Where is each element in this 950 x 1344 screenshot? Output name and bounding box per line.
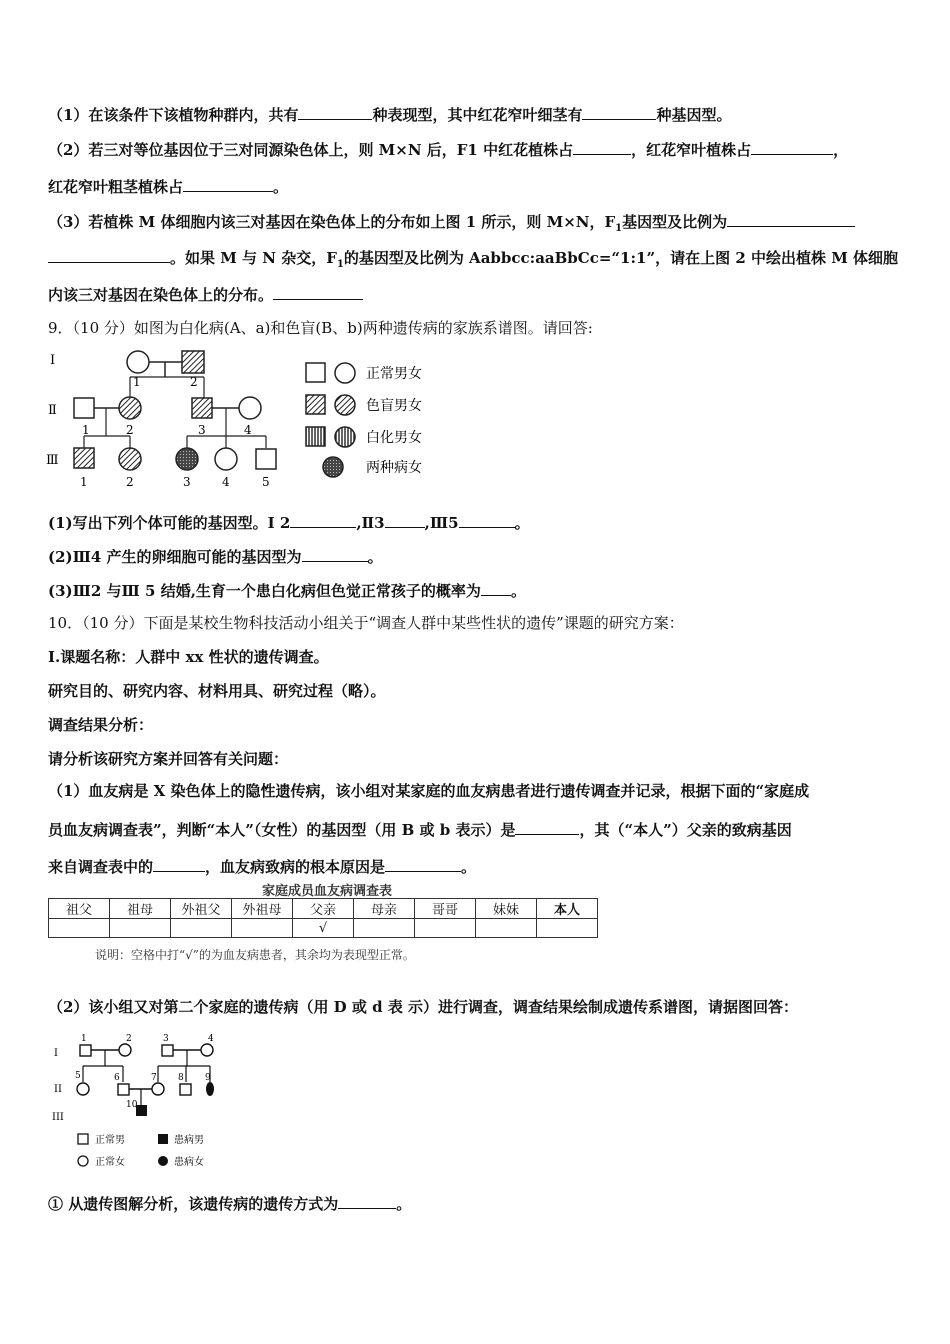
svg-text:5: 5 [262, 475, 270, 489]
table-cell [49, 919, 110, 938]
q8-line-5: 。如果 M 与 N 杂交，$F_1$的基因型及比例为 Aabbcc:aaBbCc=“1:1”，请在上图 2 中绘出植株 M 体细胞 [48, 246, 898, 275]
answer-blank[interactable] [298, 103, 372, 120]
answer-blank[interactable] [385, 511, 425, 528]
pedigree-female-colorblind [119, 397, 141, 419]
svg-text:3: 3 [198, 423, 206, 437]
q10-line: 请分析该研究方案并回答有关问题： [48, 750, 289, 768]
q9-pedigree [44, 342, 444, 492]
svg-text:II: II [54, 1084, 62, 1095]
table-header: 祖父 [49, 899, 110, 919]
svg-text:患病男: 患病男 [174, 1135, 204, 1146]
svg-text:2: 2 [126, 475, 134, 489]
legend-colorblind: 色盲男女 [366, 398, 422, 414]
svg-text:4: 4 [222, 475, 230, 489]
q8-line-6: 内该三对基因在染色体上的分布。 [48, 283, 363, 305]
table-header: 母亲 [354, 899, 415, 919]
answer-blank[interactable] [48, 246, 170, 263]
legend-albinism: 白化男女 [366, 430, 422, 446]
answer-blank[interactable] [459, 511, 515, 528]
table-header: 祖母 [110, 899, 171, 919]
q10-pedigree [48, 1030, 288, 1175]
pedigree-female [127, 351, 149, 373]
table-header: 父亲 [293, 899, 354, 919]
svg-text:2: 2 [126, 423, 134, 437]
q10-line: 员血友病调查表”，判断“本人”（女性）的基因型（用 B 或 b 表示）是 ，其（“本人”）父亲的致病基因 [48, 818, 792, 840]
q8-line-4: （3）若植株 M 体细胞内该三对基因在染色体上的分布如上图 1 所示，则 M×N，$F_1$基因型及比例为 [48, 210, 855, 239]
answer-blank[interactable] [385, 855, 461, 872]
table-header: 本人 [537, 899, 598, 919]
svg-text:7: 7 [151, 1073, 157, 1083]
table-cell [476, 919, 537, 938]
svg-text:10: 10 [126, 1100, 138, 1110]
gen-label: Ⅰ [50, 353, 56, 368]
answer-blank[interactable] [582, 103, 656, 120]
svg-text:8: 8 [178, 1073, 184, 1083]
table-header: 外祖母 [232, 899, 293, 919]
legend-normal: 正常男女 [366, 366, 422, 382]
svg-text:1: 1 [133, 375, 141, 389]
pedigree-female [239, 397, 261, 419]
svg-text:I: I [54, 1048, 58, 1059]
pedigree-male-colorblind [182, 351, 204, 373]
svg-text:3: 3 [183, 475, 191, 489]
q10-title: 10．（10 分）下面是某校生物科技活动小组关于“调查人群中某些性状的遗传”课题的研究方案： [48, 614, 684, 632]
svg-text:2: 2 [126, 1034, 132, 1044]
table-caption: 家庭成员血友病调查表 [262, 884, 393, 899]
svg-text:6: 6 [114, 1073, 120, 1083]
answer-blank[interactable] [515, 818, 579, 835]
svg-text:2: 2 [190, 375, 198, 389]
table-header: 妹妹 [476, 899, 537, 919]
q8-line-3: 红花窄叶粗茎植株占 。 [48, 175, 288, 197]
q10-line: 来自调查表中的 ，血友病致病的根本原因是 。 [48, 855, 476, 877]
table-header: 外祖父 [171, 899, 232, 919]
table-row [49, 919, 598, 938]
svg-text:3: 3 [163, 1034, 169, 1044]
table-cell [415, 919, 476, 938]
svg-text:1: 1 [80, 475, 88, 489]
table-cell: √ [293, 919, 354, 938]
answer-blank[interactable] [573, 138, 631, 155]
svg-text:患病女: 患病女 [174, 1157, 204, 1168]
svg-text:9: 9 [205, 1073, 211, 1083]
q9-sub-2: (2)Ⅲ4 产生的卵细胞可能的基因型为 。 [48, 545, 383, 567]
svg-text:5: 5 [75, 1071, 81, 1081]
table-cell [171, 919, 232, 938]
gen-label: Ⅱ [48, 403, 57, 418]
q10-line: （2）该小组又对第二个家庭的遗传病（用 D 或 d 表 示）进行调查，调查结果绘制成遗传系谱图，请据图回答： [48, 998, 799, 1016]
q10-line: ① 从遗传图解分析，该遗传病的遗传方式为 。 [48, 1192, 411, 1214]
family-hemophilia-table [48, 898, 598, 938]
answer-blank[interactable] [153, 855, 205, 872]
table-note: 说明：空格中打“√”的为血友病患者，其余均为表现型正常。 [95, 948, 415, 962]
svg-text:4: 4 [244, 423, 252, 437]
table-cell [537, 919, 598, 938]
table-cell [232, 919, 293, 938]
q10-line: 研究目的、研究内容、材料用具、研究过程（略）。 [48, 682, 386, 700]
answer-blank[interactable] [338, 1192, 396, 1209]
pedigree-female [215, 448, 237, 470]
svg-text:4: 4 [208, 1034, 214, 1044]
svg-text:正常男: 正常男 [95, 1135, 125, 1146]
pedigree-female-both [176, 448, 198, 470]
answer-blank[interactable] [727, 210, 855, 227]
table-cell [354, 919, 415, 938]
pedigree-female-colorblind [119, 448, 141, 470]
q9-sub-3: (3)Ⅲ2 与Ⅲ 5 结婚,生育一个患白化病但色觉正常孩子的概率为 。 [48, 579, 526, 601]
legend-both: 两种病女 [366, 460, 422, 476]
svg-text:III: III [52, 1112, 64, 1123]
answer-blank[interactable] [273, 283, 363, 300]
answer-blank[interactable] [751, 138, 833, 155]
table-cell [110, 919, 171, 938]
table-header-row [49, 899, 598, 919]
q10-line: I.课题名称：人群中 xx 性状的遗传调查。 [48, 648, 329, 666]
pedigree-male-colorblind [192, 398, 212, 418]
pedigree-male-colorblind [74, 448, 94, 468]
answer-blank[interactable] [481, 579, 511, 596]
q10-line: （1）血友病是 X 染色体上的隐性遗传病，该小组对某家庭的血友病患者进行遗传调查并记录，根据下面的“家庭成 [48, 782, 810, 800]
q9-title: 9．（10 分）如图为白化病(A、a)和色盲(B、b)两种遗传病的家族系谱图。请回答: [48, 319, 593, 337]
svg-text:1: 1 [82, 423, 90, 437]
gen-label: Ⅲ [46, 453, 59, 468]
pedigree-male [74, 398, 94, 418]
q8-line-1: （1）在该条件下该植物种群内，共有 种表现型，其中红花窄叶细茎有 种基因型。 [48, 103, 731, 125]
pedigree-male [256, 449, 276, 469]
answer-blank[interactable] [302, 545, 368, 562]
q10-line: 调查结果分析： [48, 716, 154, 734]
table-header: 哥哥 [415, 899, 476, 919]
answer-blank[interactable] [290, 511, 356, 528]
answer-blank[interactable] [183, 175, 273, 192]
q8-line-2: （2）若三对等位基因位于三对同源染色体上，则 M×N 后，F1 中红花植株占 ，红花窄叶植株占 ， [48, 138, 848, 160]
q9-sub-1: (1)写出下列个体可能的基因型。Ⅰ 2 ,Ⅱ3 ,Ⅲ5 。 [48, 511, 530, 533]
svg-text:正常女: 正常女 [95, 1157, 125, 1168]
svg-text:1: 1 [81, 1034, 87, 1044]
